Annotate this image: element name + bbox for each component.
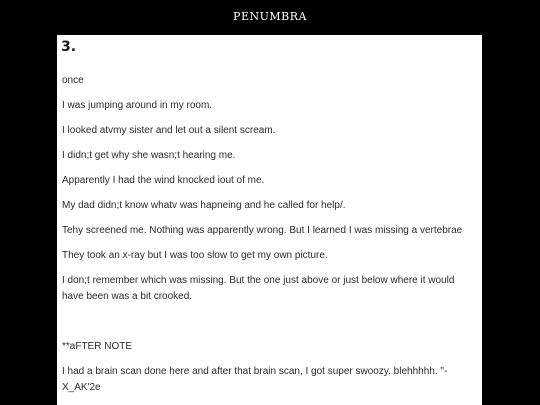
post-paragraph: I don;t remember which was missing. But the one just above or just below where it would have been was a bit crooked. [62,275,455,302]
post-paragraph: My dad didn;t know whatv was hapneing and he called for help/. [62,200,346,211]
post-paragraph: Tehy screened me. Nothing was apparently wrong. But I learned I was missing a vertebrae [62,225,463,236]
post-paragraph: I looked atvmy sister and let out a silent scream. [62,125,276,136]
post-paragraph: They took an x-ray but I was too slow to get my own picture. [62,250,328,261]
site-logo[interactable]: PENUMBRA [233,10,307,23]
post-card [57,35,482,405]
post-paragraph: I didn;t get why she wasn;t hearing me. [62,150,236,161]
after-note-text: I had a brain scan done here and after that brain scan, I got super swoozy. blehhhhh. "-X_AK'2e [62,366,448,393]
top-bar [0,0,540,35]
post-paragraph: Apparently I had the wind knocked iout of me. [62,175,265,186]
post-paragraph: I was jumping around in my room. [62,100,213,111]
post-paragraph: once [62,75,84,86]
paragraph-spacer [62,314,474,339]
post-body [62,73,474,405]
post-title: 3. [61,39,77,55]
after-note-heading: **aFTER NOTE [62,341,133,352]
